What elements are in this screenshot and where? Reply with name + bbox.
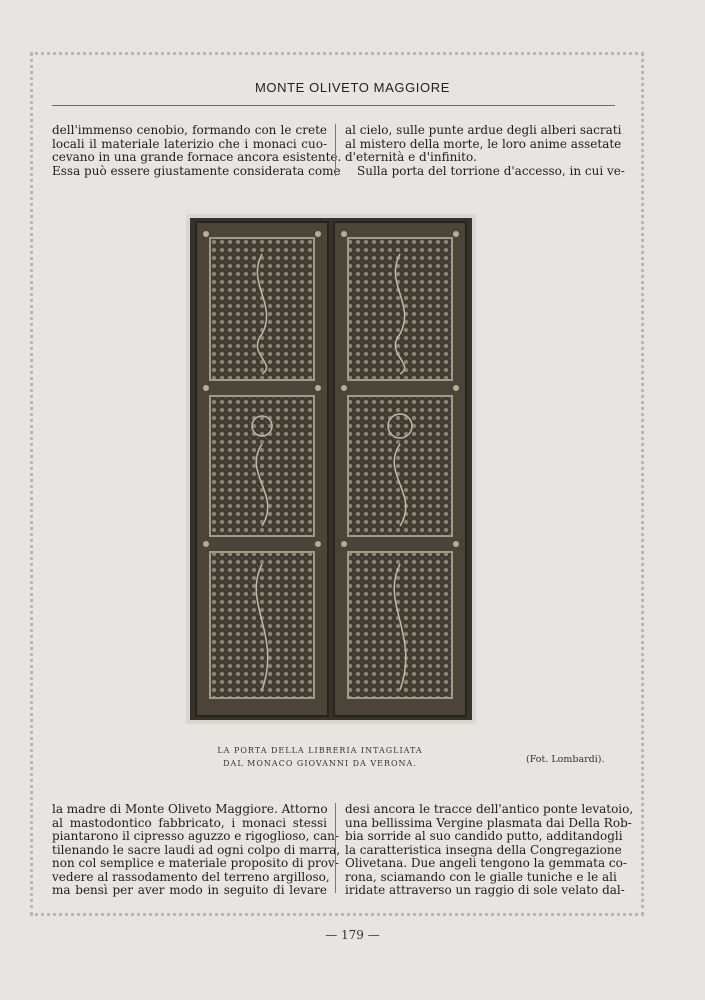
text-line: d'eternità e d'infinito. [345, 150, 477, 164]
caption-line: LA PORTA DELLA LIBRERIA INTAGLIATA [217, 746, 423, 755]
text-line: iridate attraverso un raggio di sole velato dal- [345, 883, 625, 897]
photo-credit: (Fot. Lombardi). [526, 754, 605, 765]
top-left-column [52, 123, 342, 178]
text-line: una bellissima Vergine plasmata dai Della Rob- [345, 815, 632, 830]
text-line: Essa può essere giustamente considerata come [52, 163, 341, 178]
text-line: Sulla porta del torrione d'accesso, in cui ve- [357, 163, 625, 178]
text-line: al mistero della morte, le loro anime assetate [345, 136, 622, 151]
running-header: MONTE OLIVETO MAGGIORE [255, 80, 450, 95]
top-right-column [345, 123, 625, 178]
door-photograph [186, 214, 476, 724]
column-separator [335, 124, 336, 176]
text-line: al mastodontico fabbricato, i monaci stessi [52, 815, 327, 830]
caption-line: DAL MONACO GIOVANNI DA VERONA. [223, 759, 417, 768]
page-number: — 179 — [325, 928, 380, 942]
text-line: la caratteristica insegna della Congregazione [345, 842, 622, 857]
text-line: bia sorride al suo candido putto, additandogli [345, 829, 623, 843]
text-line: al cielo, sulle punte ardue degli alberi sacrati [345, 123, 622, 137]
text-line: la madre di Monte Oliveto Maggiore. Attorno [52, 802, 328, 816]
text-line: non col semplice e materiale proposito di prov- [52, 856, 339, 870]
carved-door-illustration [186, 214, 476, 724]
text-line: piantarono il cipresso aguzzo e rigoglioso, can- [52, 829, 339, 843]
text-line: cevano in una grande fornace ancora esistente. [52, 150, 342, 164]
text-line: vedere al rassodamento del terreno argilloso, [52, 869, 330, 884]
text-line: locali il materiale laterizio che i monaci cuo- [52, 136, 327, 151]
bottom-right-column [345, 802, 634, 898]
text-line: dell'immenso cenobio, formando con le crete [52, 123, 327, 137]
text-line: Olivetana. Due angeli tengono la gemmata co- [345, 856, 627, 870]
text-line: desi ancora le tracce dell'antico ponte levatoio, [345, 802, 634, 816]
bottom-left-column [52, 802, 341, 898]
text-line: ma bensì per aver modo in seguito di levare [52, 883, 327, 897]
header-rule [52, 105, 615, 106]
text-line: tilenando le sacre laudi ad ogni colpo di marra, [52, 842, 341, 857]
column-separator [335, 803, 336, 893]
figure-caption [200, 744, 440, 770]
text-line: rona, sciamando con le gialle tuniche e le ali [345, 869, 617, 884]
